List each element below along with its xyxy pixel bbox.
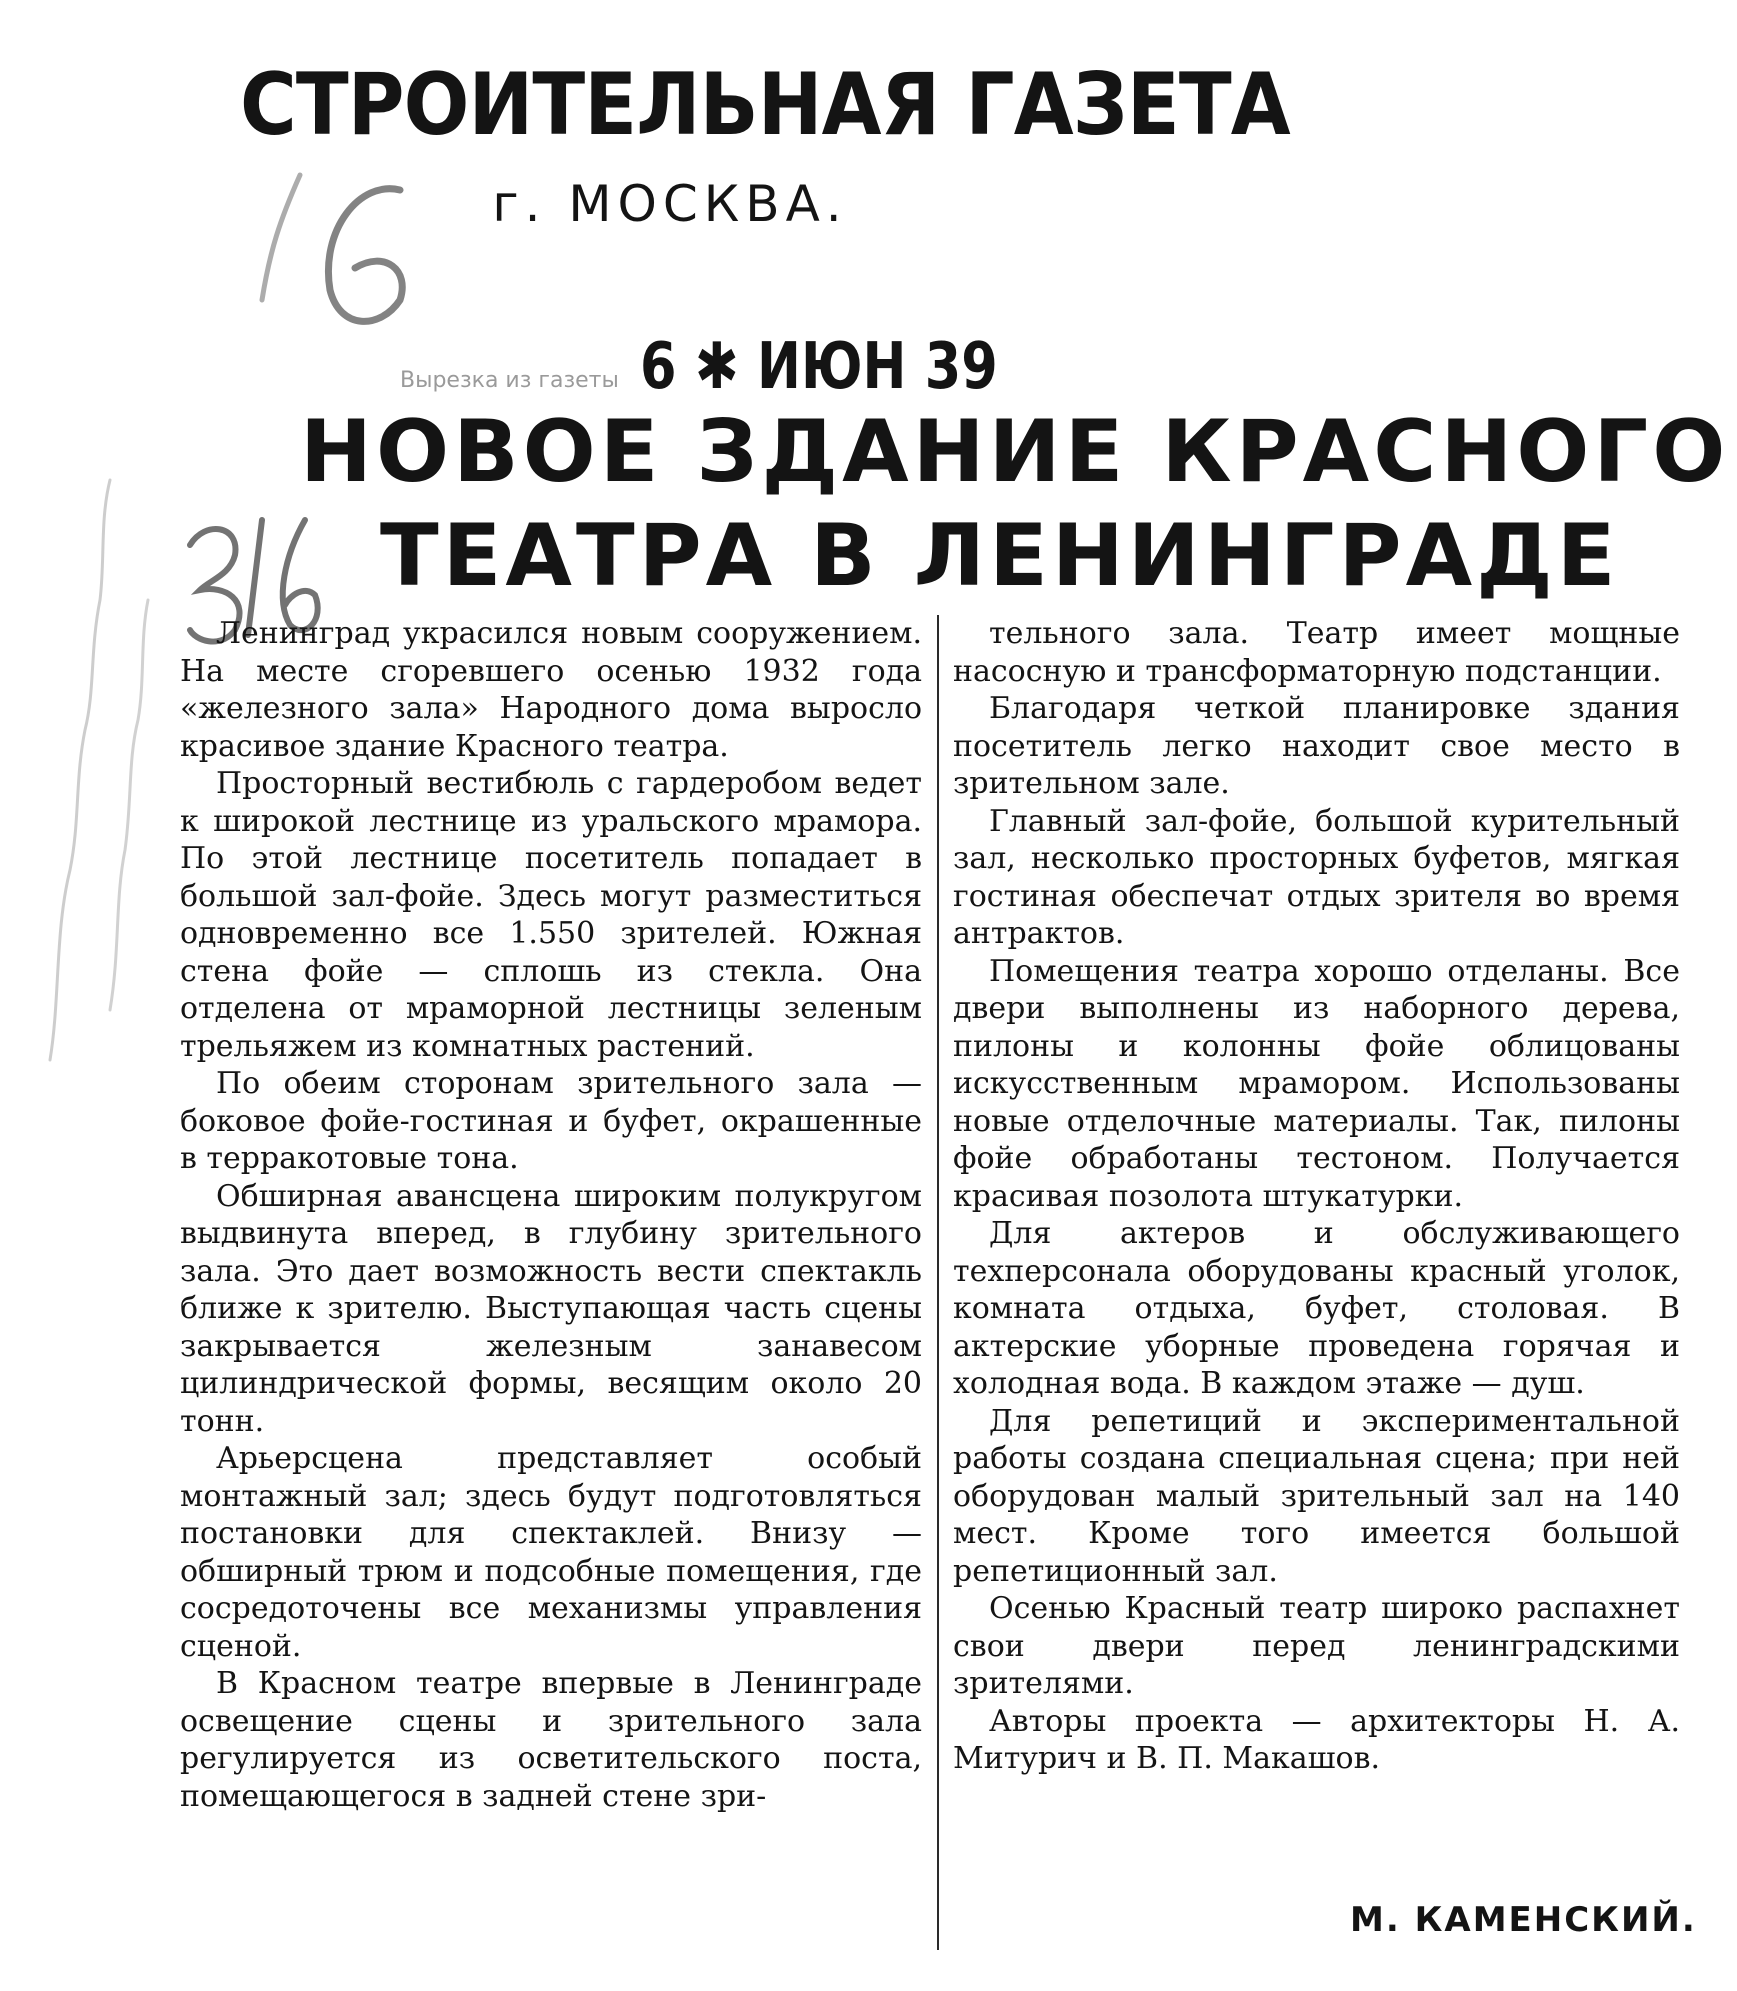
article-left-column xyxy=(180,615,922,1815)
paragraph: Арьерсцена представляет особый монтажный зал; здесь будут подготовляться постановки для спектаклей. Внизу — обширный трюм и подсобные помещения, где сосредоточены все механизмы управления сценой. xyxy=(180,1441,922,1664)
paragraph: Для репетиций и экспериментальной работы создана специальная сцена; при ней оборудован малый зрительный зал на 140 мест. Кроме того имеется большой репетиционный зал. xyxy=(953,1403,1680,1589)
paragraph: По обеим сторонам зрительного зала — боковое фойе-гостиная и буфет, окрашенные в терракотовые тона. xyxy=(180,1066,922,1176)
headline-line-1: НОВОЕ ЗДАНИЕ КРАСНОГО xyxy=(300,402,1730,502)
paragraph: тельного зала. Театр имеет мощные насосную и трансформаторную подстанции. xyxy=(953,616,1680,689)
paragraph: Благодаря четкой планировке здания посетитель легко находит свое место в зрительном зале. xyxy=(953,691,1680,801)
paragraph: Ленинград украсился новым сооружением. На месте сгоревшего осенью 1932 года «железного зала» Народного дома выросло красивое здание Красного театра. xyxy=(180,616,922,764)
date-stamp-faint: Вырезка из газеты xyxy=(400,368,619,393)
column-divider xyxy=(937,615,939,1950)
paragraph: Главный зал-фойе, большой курительный зал, несколько просторных буфетов, мягкая гостиная обеспечат отдых зрителя во время антрактов. xyxy=(953,803,1680,951)
article-right-column xyxy=(953,615,1680,1778)
paragraph: Просторный вестибюль с гардеробом ведет к широкой лестнице из уральского мрамора. По этой лестнице посетитель попадает в большой зал-фойе. Здесь могут разместиться одновременно все 1.550 зрителей. Южная стена фойе — сплошь из стекла. Она отделена от мраморной лестницы зеленым трельяжем из комнатных растений. xyxy=(180,766,922,1064)
paragraph: В Красном театре впервые в Ленинграде освещение сцены и зрительного зала регулируется из осветительского поста, помещающегося в задней стене зри- xyxy=(180,1666,922,1814)
article-author: М. КАМЕНСКИЙ. xyxy=(1350,1900,1697,1940)
paragraph: Авторы проекта — архитекторы Н. А. Митурич и В. П. Макашов. xyxy=(953,1703,1680,1776)
masthead-title: СТРОИТЕЛЬНАЯ ГАЗЕТА xyxy=(240,55,1290,155)
paragraph: Для актеров и обслуживающего техперсонала оборудованы красный уголок, комната отдыха, буфет, столовая. В актерские уборные проведена горячая и холодная вода. В каждом этаже — душ. xyxy=(953,1216,1680,1401)
headline-line-2: ТЕАТРА В ЛЕНИНГРАДЕ xyxy=(380,506,1620,606)
paragraph: Осенью Красный театр широко распахнет свои двери перед ленинградскими зрителями. xyxy=(953,1591,1680,1701)
paragraph: Обширная авансцена широким полукругом выдвинута вперед, в глубину зрительного зала. Это дает возможность вести спектакль ближе к зрителю. Выступающая часть сцены закрывается железным занавесом цилиндрической формы, весящим около 20 тонн. xyxy=(180,1178,922,1439)
paragraph: Помещения театра хорошо отделаны. Все двери выполнены из наборного дерева, пилоны и колонны фойе облицованы искусственным мрамором. Использованы новые отделочные материалы. Так, пилоны фойе обработаны тестоном. Получается красивая позолота штукатурки. xyxy=(953,953,1680,1214)
date-stamp: 6 ✱ ИЮН 39 xyxy=(640,330,998,404)
masthead-city: г. МОСКВА. xyxy=(492,175,848,233)
